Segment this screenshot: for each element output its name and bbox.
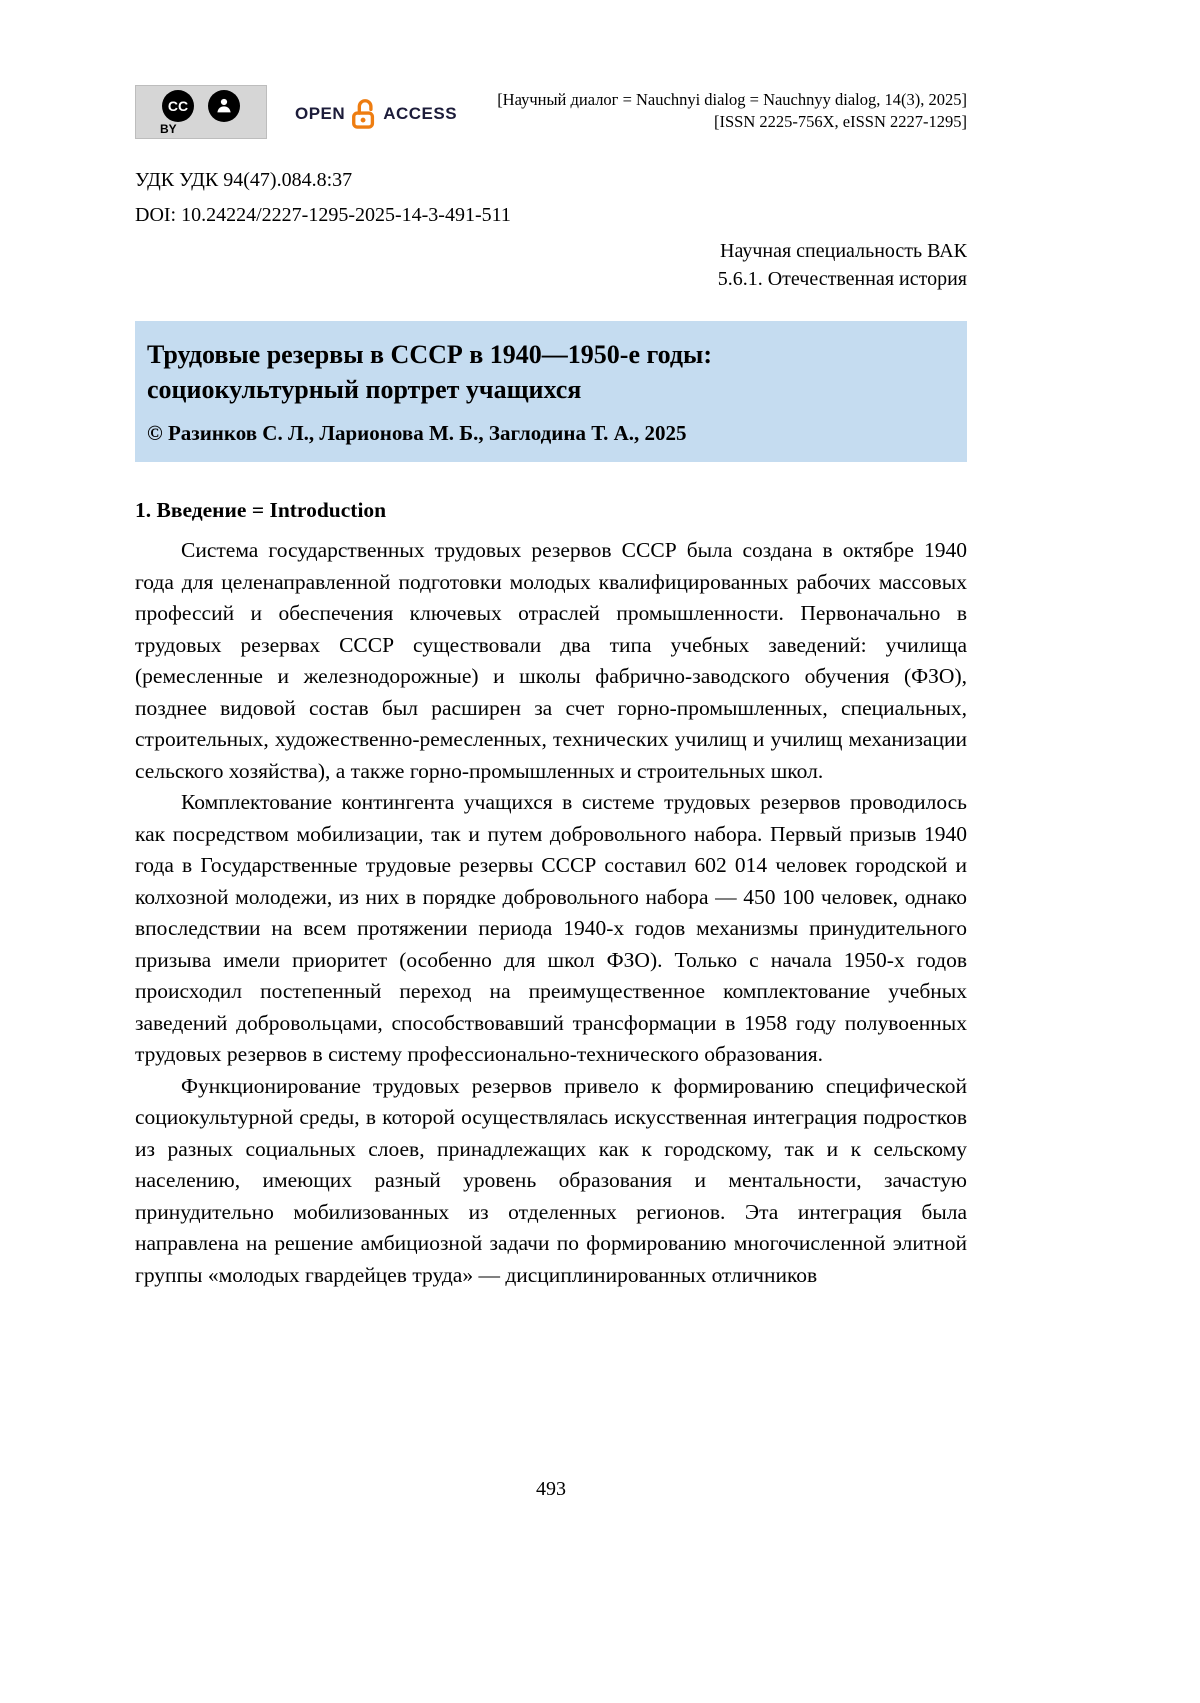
doi-line: DOI: 10.24224/2227-1295-2025-14-3-491-511 [135, 204, 511, 226]
open-lock-icon [350, 97, 378, 131]
paragraph: Комплектование контингента учащихся в системе трудовых резервов проводилось как посредством мобилизации, так и путем добровольного набора. Первый призыв 1940 года в Государственные трудовые резервы СССР составил 602 014 человек городской и колхозной молодежи, из них в порядке добровольного набора — 450 100 человек, однако впоследствии на всем протяжении периода 1940-х годов механизмы принудительного призыва имели приоритет (особенно для школ ФЗО). Только с начала 1950-х годов происходил постепенный переход на преимущественное комплектование учебных заведений добровольцами, способствовавший трансформации в 1958 году полувоенных трудовых резервов в систему профессионально-технического образования. [135, 790, 967, 1066]
access-label: ACCESS [383, 104, 458, 123]
article-title: Трудовые резервы в СССР в 1940—1950-е годы: социокультурный портрет учащихся [147, 340, 713, 404]
section-heading: 1. Введение = Introduction [135, 498, 387, 522]
title-block [135, 321, 967, 462]
page-content [135, 85, 967, 1291]
license-badges [135, 85, 457, 139]
cc-by-badge [135, 85, 267, 139]
vak-line-2: 5.6.1. Отечественная история [717, 268, 967, 290]
article-authors: © Разинков С. Л., Ларионова М. Б., Заглодина Т. А., 2025 [147, 421, 687, 445]
paragraph: Функционирование трудовых резервов привело к формированию специфической социокультурной среды, в которой осуществлялась искусственная интеграция подростков из разных социальных слоев, принадлежащих как к городскому, так и к сельскому населению, имеющих разный уровень образования и ментальности, зачастую принудительно мобилизованных из отделенных регионов. Эта интеграция была направлена на решение амбициозной задачи по формированию многочисленной элитной группы «молодых гвардейцев труда» — дисциплинированных отличников [135, 1073, 967, 1287]
open-label: OPEN [295, 104, 346, 123]
journal-line-2: [ISSN 2225-756X, eISSN 2227-1295] [714, 112, 967, 131]
page-header [135, 85, 967, 139]
vak-specialty [135, 237, 967, 293]
paragraph: Система государственных трудовых резервов СССР была создана в октябре 1940 года для целенаправленной подготовки молодых квалифицированных рабочих массовых профессий и обеспечения ключевых отраслей промышленности. Первоначально в трудовых резервах СССР существовали два типа учебных заведений: училища (ремесленные и железнодорожные) и школы фабрично-заводского обучения (ФЗО), позднее видовой состав был расширен за счет горно-промышленных, специальных, строительных, художественно-ремесленных, технических училищ и училищ механизации сельского хозяйства), а также горно-промышленных и строительных школ. [135, 538, 967, 783]
cc-by-label: BY [160, 122, 177, 136]
cc-icon: CC [162, 90, 194, 122]
udk-line: УДК УДК 94(47).084.8:37 [135, 169, 353, 191]
open-access-logo [295, 97, 457, 131]
vak-line-1: Научная специальность ВАК [720, 240, 967, 262]
cc-circles [162, 90, 240, 122]
journal-header [497, 85, 967, 133]
journal-line-1: [Научный диалог = Nauchnyi dialog = Nauchnyy dialog, 14(3), 2025] [497, 90, 967, 109]
person-icon [208, 90, 240, 122]
page-number: 493 [536, 1478, 566, 1500]
article-body [135, 535, 967, 1291]
